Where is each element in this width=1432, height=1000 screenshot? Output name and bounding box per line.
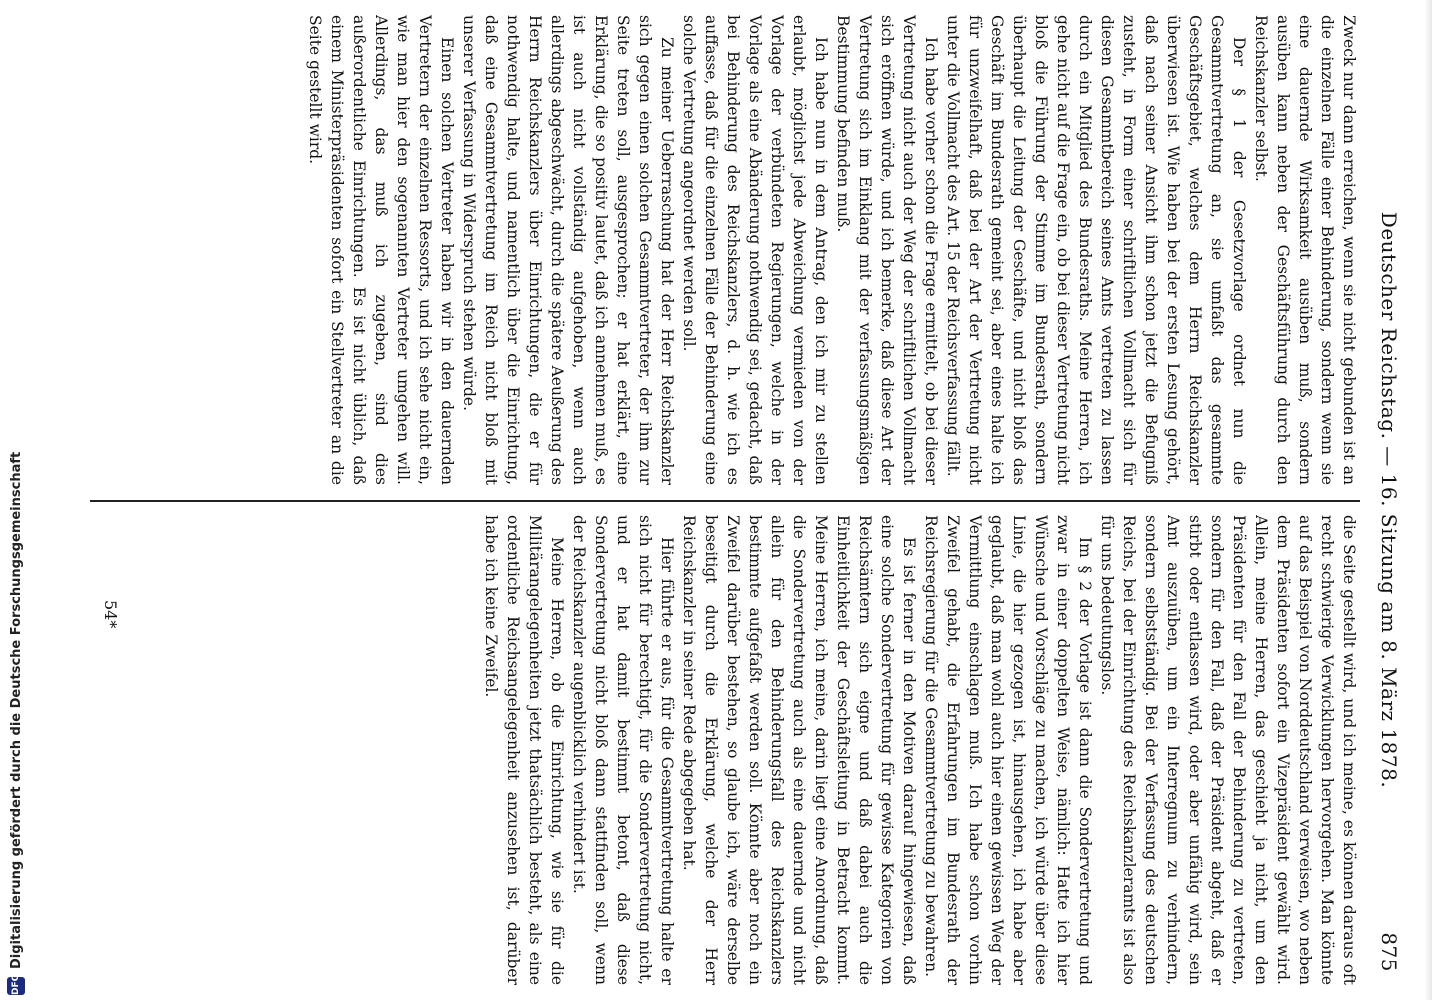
paragraph: Zu meiner Ueberraschung hat der Herr Reichskanzler sich gegen einen solchen Gesammtvertreter, der ihm zur Seite treten soll, ausgesprochen; er hat erklärt, eine Erklärung, die so positiv lautet, daß ich annehmen muß, es ist auch nicht vollständig aufgehoben, wenn auch allerdings abgeschwächt, durch die spätere Aeußerung des Herrn Reichskanzlers über Einrichtungen, die er für nothwendig halte, und namentlich über die Einrichtung, daß eine Gesammtvertretung im Reich nicht bloß mit unserer Verfassung in Widerspruch stehen würde. <box>460 15 676 485</box>
document-page <box>60 0 1420 1000</box>
paragraph: Der § 1 der Gesetzvorlage ordnet nun die Gesammtvertretung an, sie umfaßt das gesammte Geschäftsgebiet, welches dem Herrn Reichskanzler überwiesen ist. Wie haben bei der ersten Lesung gehört, daß nach seiner Ansicht ihm schon jetzt die Befugniß zusteht, in Form einer schriftlichen Vollmacht sich für diesen Gesammtbereich seines Amts vertreten zu lassen durch ein Mitglied des Bundesraths. Meine Herren, ich gehe nicht auf die Frage ein, ob bei dieser Vertretung nicht bloß die Führung der Stimme im Bundesrath, sondern überhaupt die Leitung der Geschäfte, und nicht bloß das Geschäft im Bundesrath gemeint sei, aber eines halte ich für unzweifelhaft, daß bei der Art der Vertretung nicht unter die Vollmacht des Art. 15 der Reichsverfassung fällt. <box>944 15 1248 485</box>
paragraph: Meine Herren, ob die Einrichtung, wie sie für die Militärangelegenheiten jetzt thatsächlich besteht, als eine ordentliche Reichsangelegenheit anzusehen ist, darüber habe ich keine Zweifel. <box>482 515 566 985</box>
paragraph: die Seite gestellt wird, und ich meine, es können daraus oft recht schwierige Verwicklungen hervorgehen. Man könnte auf das Beispiel von Norddeutschland verweisen, wo neben dem Präsidenten sofort ein Vizepräsident gewählt wird. Allein, meine Herren, das geschieht ja nicht, um den Präsidenten für den Fall der Behinderung zu vertreten, sondern für den Fall, daß der Präsident abgeht, daß er stirbt oder entlassen wird, oder aber unfähig wird, sein Amt auszuüben, um ein Interregnum zu verhindern, sondern selbstständig. Bei der Verfassung des deutschen Reichs, bei der Einrichtung des Reichskanzleramts ist also für uns bedeutungslos. <box>1098 515 1358 985</box>
paragraph: Ich habe nun in dem Antrag, den ich mir zu stellen erlaubt, möglichst jede Abweichung vermieden von der Vorlage der verbündeten Regierungen, welche in der Vorlage als eine Abänderung nothwendig sei, gedacht, daß bei Behinderung des Reichskanzlers, d. h. wie ich es auffasse, daß für die einzelnen Fälle der Behinderung eine solche Vertretung angeordnet werden soll. <box>680 15 830 485</box>
paragraph: Es ist ferner in den Motiven darauf hingewiesen, daß eine solche Sondervertretung für gewisse Kategorien von Reichsämtern sich eigne und daß dabei auch die Einheitlichkeit der Geschäftsleitung in Betracht kommt. Meine Herren, ich meine, darin liegt eine Anordnung, daß die Sondervertretung auch als eine dauernde und nicht allein für den Behinderungsfall des Reichskanzlers bestimmte aufgefaßt werden soll. Könnte aber noch ein Zweifel darüber bestehen, so glaube ich, wäre derselbe beseitigt durch die Erklärung, welche der Herr Reichskanzler in seiner Rede abgegeben hat. <box>680 515 918 985</box>
paragraph: Einen solchen Vertreter haben wir in den dauernden Vertretern der einzelnen Ressorts, und ich sehe nicht ein, wie man hier den sogenannten Vertreter umgehen will. Allerdings, das muß ich zugeben, sind dies außerordentliche Einrichtungen. Es ist nicht üblich, daß einem Ministerpräsidenten sofort ein Stellvertreter an die Seite gestellt wird. <box>306 15 456 485</box>
page-number: 875 <box>1377 932 1401 972</box>
watermark-strip <box>0 0 30 1000</box>
paragraph: Im § 2 der Vorlage ist dann die Sondervertretung und zwar in einer doppelten Weise, nämlich: Hatte ich hier Wünsche und Vorschläge zu machen, ich würde über diese Linie, die hier gezogen ist, hinausgehen, ich habe aber geglaubt, daß man wohl auch hier einen gewissen Weg der Vermittlung einschlagen muß. Ich habe schon vorhin Zweifel gehabt, die Erfahrungen im Bundesrath der Reichsregierung für die Gesammtvertretung zu bewahren. <box>922 515 1094 985</box>
watermark-text: Digitalisierung gefördert durch die Deutsche Forschungsgemeinschaft <box>8 451 24 969</box>
paragraph: Hier führte er aus, für die Gesammtvertretung halte er sich nicht für berechtigt, für die Sondervertretung nicht, und er hat damit bestimmt betont, daß diese Sondervertretung nicht bloß dann stattfinden soll, wenn der Reichskanzler augenblicklich verhindert ist. <box>570 515 676 985</box>
header-title: Deutscher Reichstag. — 16. Sitzung am 8. März 1878. <box>1377 211 1401 789</box>
dfg-logo-icon: DFG <box>7 977 25 995</box>
scan-edge <box>1424 0 1432 1000</box>
column-divider <box>90 500 1360 502</box>
page-signature: 54* <box>101 600 120 629</box>
column-right <box>90 515 1360 985</box>
paragraph: Zweck nur dann erreichen, wenn sie nicht gebunden ist an die einzelnen Fälle einer Behinderung, sondern wenn sie eine dauernde Wirksamkeit ausüben muß, sondern ausüben kann neben der Geschäftsführung durch den Reichskanzler selbst. <box>1252 15 1358 485</box>
column-left <box>90 15 1360 485</box>
paragraph: Ich habe vorher schon die Frage ermittelt, ob bei dieser Vertretung nicht auch der Weg der schriftlichen Vollmacht sich eröffnen würde, und ich bemerke, daß diese Art der Vertretung sich im Einklang mit der verfassungsmäßigen Bestimmung befinden muß. <box>834 15 940 485</box>
page-header <box>1365 20 1405 980</box>
watermark <box>4 0 28 995</box>
